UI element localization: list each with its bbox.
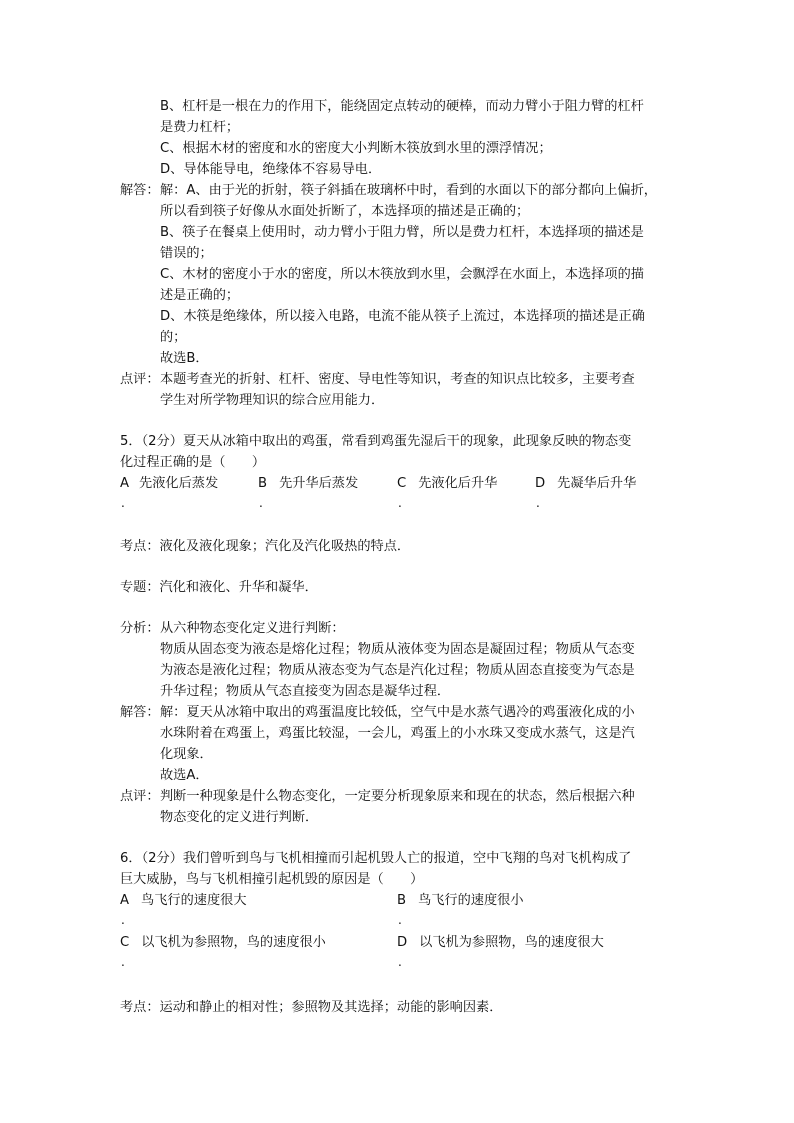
q6-option-a-letter: A xyxy=(120,893,130,908)
q5-analysis-line-1: 从六种物态变化定义进行判断： xyxy=(160,621,345,636)
q5-option-b-letter: B xyxy=(258,476,268,491)
q6-option-b xyxy=(397,893,524,909)
q4-option-b-line-1: B、杠杆是一根在力的作用下，能绕固定点转动的硬棒，而动力臂小于阻力臂的杠杆 xyxy=(160,99,644,114)
q6-option-b-letter: B xyxy=(397,893,407,908)
q6-option-d-dot: . xyxy=(398,955,402,969)
q4-answer-line-5: C、木材的密度小于水的密度，所以木筷放到水里，会飘浮在水面上，本选择项的描 xyxy=(160,267,644,282)
q4-answer-line-7: D、木筷是绝缘体，所以接入电路，电流不能从筷子上流过，本选择项的描述是正确 xyxy=(160,309,645,324)
q5-answer-line-3: 化现象． xyxy=(160,747,213,762)
q4-option-b-line-2: 是费力杠杆； xyxy=(160,120,240,135)
q6-option-a-dot: . xyxy=(121,913,125,927)
q5-option-b-dot: . xyxy=(259,496,263,510)
q6-option-d-letter: D xyxy=(397,935,408,950)
q6-option-a-text: 鸟飞行的速度很大 xyxy=(141,893,247,908)
q4-option-c-line: C、根据木材的密度和水的密度大小判断木筷放到水里的漂浮情况； xyxy=(160,141,552,156)
q5-option-b-text: 先升华后蒸发 xyxy=(279,476,359,491)
q5-option-c-letter: C xyxy=(397,476,407,491)
q4-answer-line-6: 述是正确的； xyxy=(160,288,240,303)
q6-option-c-letter: C xyxy=(120,935,130,950)
q4-comment-line-1: 本题考查光的折射、杠杆、密度、导电性等知识，考查的知识点比较多，主要考查 xyxy=(160,372,635,387)
q5-analysis-line-3: 为液态是液化过程；物质从液态变为气态是汽化过程；物质从固态直接变为气态是 xyxy=(160,663,635,678)
q5-answer-line-2: 水珠附着在鸡蛋上，鸡蛋比较湿，一会儿，鸡蛋上的小水珠又变成水蒸气，这是汽 xyxy=(160,726,635,741)
q5-option-c xyxy=(397,476,497,492)
q5-zhuanti: 专题：汽化和液化、升华和凝华． xyxy=(120,580,318,595)
q5-option-b xyxy=(258,476,358,492)
q4-answer-line-2: 所以看到筷子好像从水面处折断了，本选择项的描述是正确的； xyxy=(160,204,530,219)
q6-kaodian: 考点：运动和静止的相对性；参照物及其选择；动能的影响因素． xyxy=(120,1000,503,1015)
q5-option-a-text: 先液化后蒸发 xyxy=(139,476,219,491)
q4-comment-label: 点评： xyxy=(120,372,160,387)
q5-option-d-text: 先凝华后升华 xyxy=(557,476,637,491)
q4-answer-line-4: 错误的； xyxy=(160,246,213,261)
q5-answer-line-1: 解：夏天从冰箱中取出的鸡蛋温度比较低，空气中是水蒸气遇冷的鸡蛋液化成的小 xyxy=(160,705,635,720)
q4-answer-line-9: 故选B． xyxy=(160,351,209,366)
q6-option-c-dot: . xyxy=(121,955,125,969)
q5-answer-label: 解答： xyxy=(120,705,160,720)
q6-stem-line-2: 巨大威胁，鸟与飞机相撞引起机毁的原因是（ ） xyxy=(120,872,424,887)
q4-option-d-line: D、导体能导电，绝缘体不容易导电． xyxy=(160,162,382,177)
q5-analysis-line-4: 升华过程；物质从气态直接变为固态是凝华过程． xyxy=(160,684,451,699)
q4-answer-line-3: B、筷子在餐桌上使用时，动力臂小于阻力臂，所以是费力杠杆，本选择项的描述是 xyxy=(160,225,644,240)
q4-comment-line-2: 学生对所学物理知识的综合应用能力． xyxy=(160,393,385,408)
q5-comment-label: 点评： xyxy=(120,789,160,804)
q6-option-d xyxy=(397,935,604,951)
q5-comment-line-2: 物态变化的定义进行判断． xyxy=(160,810,319,825)
q6-option-c-text: 以飞机为参照物，鸟的速度很小 xyxy=(141,935,326,950)
q5-option-d-letter: D xyxy=(535,476,546,491)
q5-stem-line-1: 5．（2分）夏天从冰箱中取出的鸡蛋，常看到鸡蛋先湿后干的现象，此现象反映的物态变 xyxy=(120,434,632,449)
q5-option-a xyxy=(120,476,218,492)
q5-option-d-dot: . xyxy=(536,496,540,510)
q5-analysis-line-2: 物质从固态变为液态是熔化过程；物质从液体变为固态是凝固过程；物质从气态变 xyxy=(160,642,635,657)
q5-option-c-dot: . xyxy=(398,496,402,510)
q5-comment-line-1: 判断一种现象是什么物态变化，一定要分析现象原来和现在的状态，然后根据六种 xyxy=(160,789,635,804)
q4-answer-line-8: 的； xyxy=(160,330,187,345)
q6-option-d-text: 以飞机为参照物，鸟的速度很大 xyxy=(419,935,604,950)
q6-stem-line-1: 6．（2分）我们曾听到鸟与飞机相撞而引起机毁人亡的报道，空中飞翔的鸟对飞机构成了 xyxy=(120,851,632,866)
q4-answer-label: 解答： xyxy=(120,183,160,198)
q6-option-c xyxy=(120,935,326,951)
q5-stem-line-2: 化过程正确的是（ ） xyxy=(120,455,266,470)
q5-option-a-dot: . xyxy=(121,496,125,510)
q5-option-d xyxy=(535,476,636,492)
q5-analysis-label: 分析： xyxy=(120,621,160,636)
q5-option-a-letter: A xyxy=(120,476,130,491)
q6-option-a xyxy=(120,893,247,909)
q4-answer-line-1: 解：A、由于光的折射，筷子斜插在玻璃杯中时，看到的水面以下的部分都向上偏折， xyxy=(160,183,657,198)
q5-kaodian: 考点：液化及液化现象；汽化及汽化吸热的特点． xyxy=(120,539,411,554)
q5-option-c-text: 先液化后升华 xyxy=(418,476,498,491)
q6-option-b-dot: . xyxy=(398,913,402,927)
q5-answer-line-4: 故选A． xyxy=(160,768,209,783)
q6-option-b-text: 鸟飞行的速度很小 xyxy=(418,893,524,908)
